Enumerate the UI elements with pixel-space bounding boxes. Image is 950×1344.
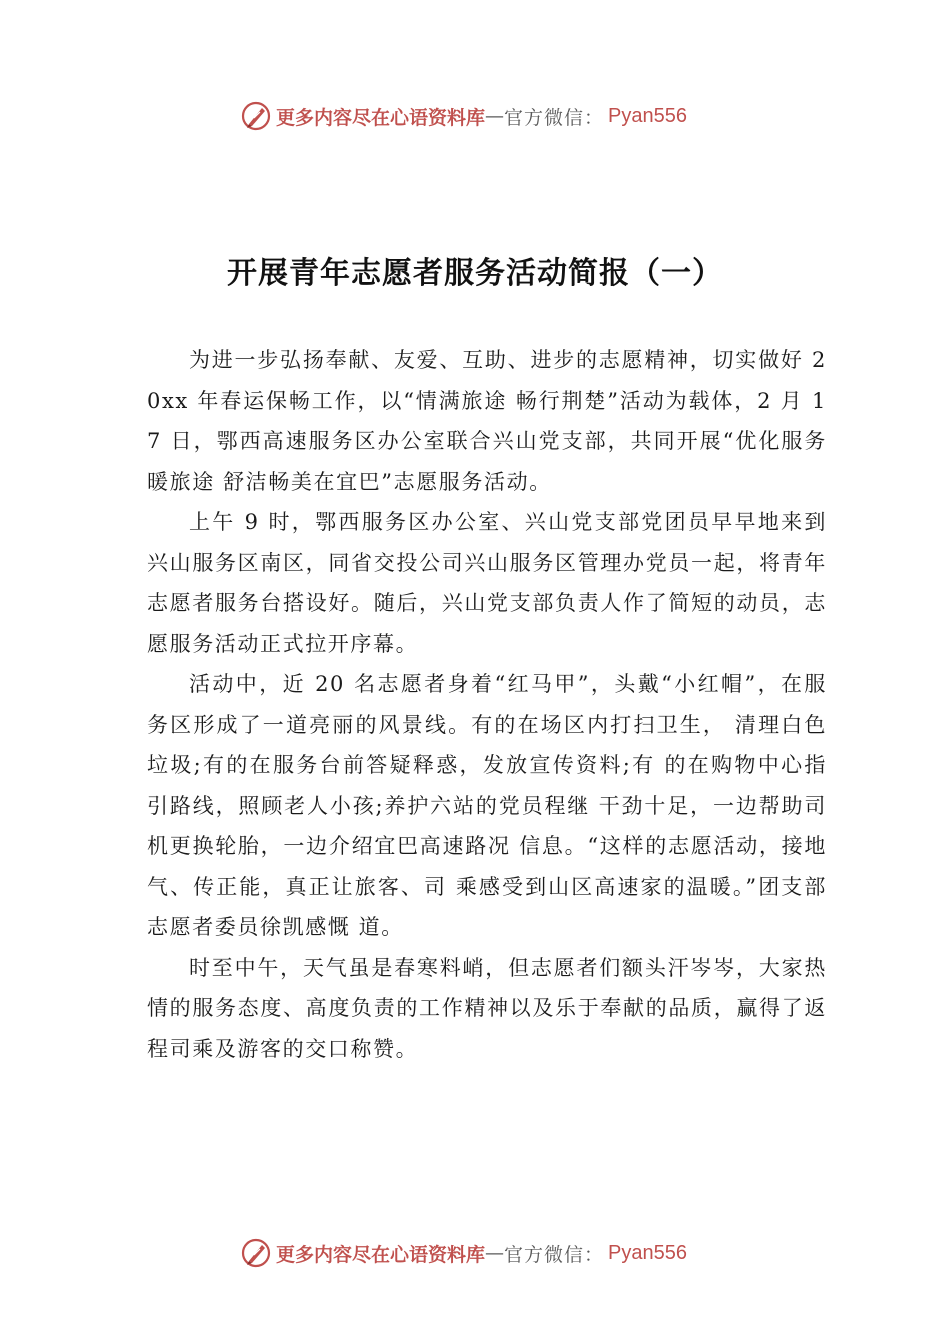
- banner-wechat-id: Pyan556: [608, 1241, 687, 1264]
- footer-banner: [240, 1233, 687, 1273]
- banner-wechat-label: 官方微信：: [504, 1243, 605, 1266]
- quill-pen-logo-icon: [240, 100, 272, 132]
- document-body: [147, 340, 827, 1069]
- paragraph: 时至中午，天气虽是春寒料峭，但志愿者们额头汗岑岑，大家热情的服务态度、高度负责的工作精神以及乐于奉献的品质，赢得了返程司乘及游客的交口称赞。: [147, 955, 827, 1061]
- paragraph: 为进一步弘扬奉献、友爱、互助、进步的志愿精神，切实做好 20xx 年春运保畅工作，以“情满旅途 畅行荆楚”活动为载体，2 月 17 日，鄂西高速服务区办公室联合兴山党支部，共同开展“优化服务暖旅途 舒洁畅美在宜巴”志愿服务活动。: [147, 348, 827, 494]
- paragraph: 活动中，近 20 名志愿者身着“红马甲”，头戴“小红帽”，在服务区形成了一道亮丽的风景线。有的在场区内打扫卫生， 清理白色垃圾;有的在服务台前答疑释惑，发放宣传资料;有 的在购物中心指引路线，照顾老人小孩;养护六站的党员程继 干劲十足，一边帮助司机更换轮胎，一边介绍宜巴高速路况 信息。“这样的志愿活动，接地气、传正能，真正让旅客、司 乘感受到山区高速家的温暖。”团支部志愿者委员徐凯感慨 道。: [147, 672, 827, 939]
- paragraph: 上午 9 时，鄂西服务区办公室、兴山党支部党团员早早地来到兴山服务区南区，同省交投公司兴山服务区管理办党员一起，将青年志愿者服务台搭设好。随后，兴山党支部负责人作了简短的动员，志愿服务活动正式拉开序幕。: [147, 510, 827, 656]
- banner-separator: —: [485, 1242, 505, 1264]
- quill-pen-logo-icon: [240, 1237, 272, 1269]
- banner-wechat-id: Pyan556: [608, 104, 687, 127]
- header-banner: [240, 96, 687, 136]
- document-title: 开展青年志愿者服务活动简报（一）: [227, 256, 723, 291]
- banner-site-text: 更多内容尽在心语资料库: [276, 106, 486, 129]
- banner-site-text: 更多内容尽在心语资料库: [276, 1243, 486, 1266]
- banner-wechat-label: 官方微信：: [504, 106, 605, 129]
- banner-separator: —: [485, 105, 505, 127]
